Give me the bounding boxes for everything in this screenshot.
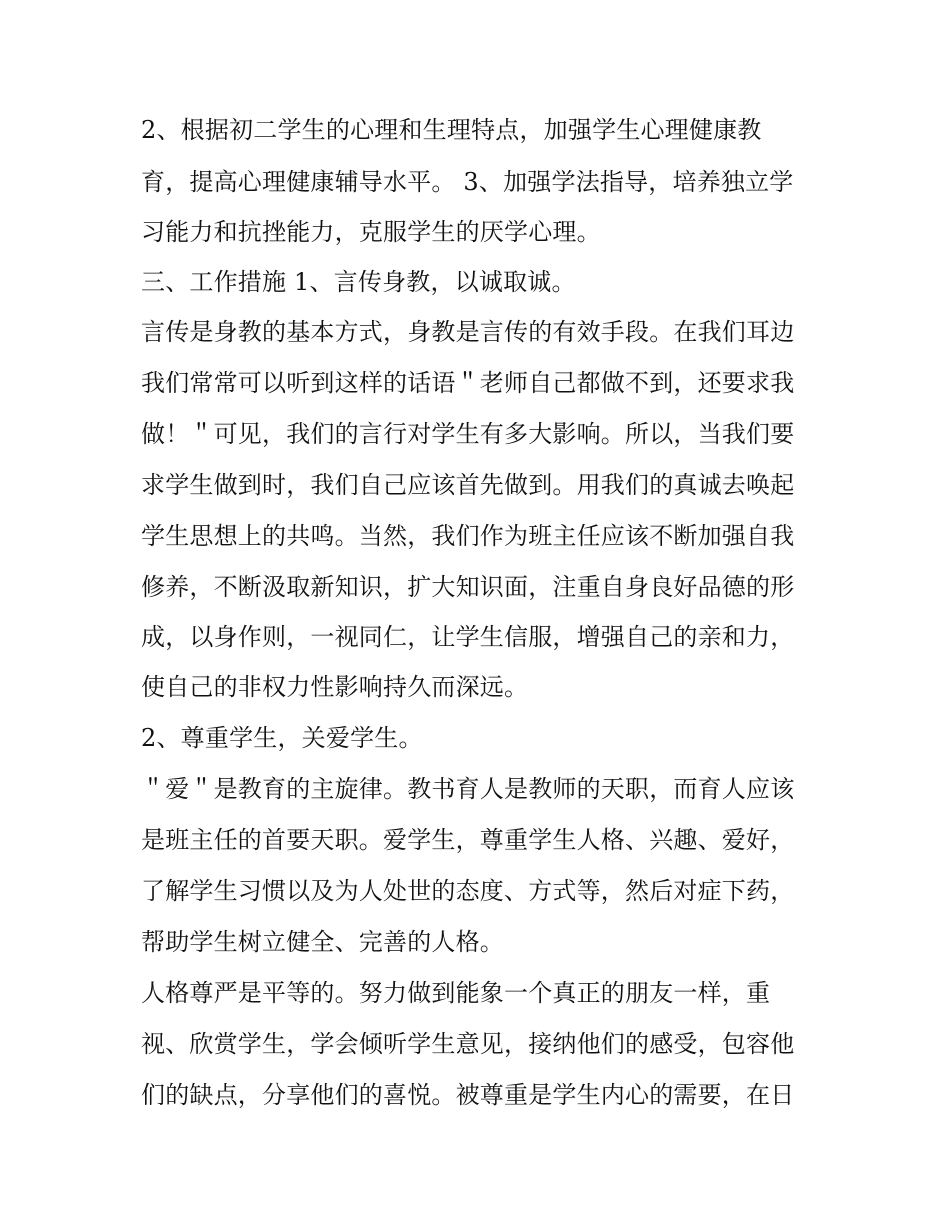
text-line: 成，以身作则，一视同仁，让学生信服，增强自己的亲和力， bbox=[141, 623, 795, 651]
text-line: 求学生做到时，我们自己应该首先做到。用我们的真诚去唤起 bbox=[141, 471, 795, 499]
text-line: 是班主任的首要天职。爱学生，尊重学生人格、兴趣、爱好， bbox=[141, 826, 795, 854]
text-line: 我们常常可以听到这样的话语＂老师自己都做不到，还要求我 bbox=[141, 369, 795, 397]
text-line: 帮助学生树立健全、完善的人格。 bbox=[141, 928, 504, 956]
text-line: 育，提高心理健康辅导水平。 3、加强学法指导，培养独立学 bbox=[141, 168, 794, 196]
text-line: 学生思想上的共鸣。当然，我们作为班主任应该不断加强自我 bbox=[141, 522, 795, 550]
text-line: ＂爱＂是教育的主旋律。教书育人是教师的天职，而育人应该 bbox=[141, 775, 795, 803]
text-line: 了解学生习惯以及为人处世的态度、方式等，然后对症下药， bbox=[141, 877, 795, 905]
text-line: 2、根据初二学生的心理和生理特点，加强学生心理健康教 bbox=[141, 116, 762, 144]
text-line: 视、欣赏学生，学会倾听学生意见，接纳他们的感受，包容他 bbox=[141, 1030, 795, 1058]
subsection-heading: 2、尊重学生，关爱学生。 bbox=[141, 724, 423, 752]
text-line: 人格尊严是平等的。努力做到能象一个真正的朋友一样，重 bbox=[141, 979, 771, 1007]
text-line: 修养，不断汲取新知识，扩大知识面，注重自身良好品德的形 bbox=[141, 573, 795, 601]
text-line: 们的缺点，分享他们的喜悦。被尊重是学生内心的需要，在日 bbox=[141, 1081, 795, 1109]
text-line: 习能力和抗挫能力，克服学生的厌学心理。 bbox=[141, 218, 601, 246]
text-line: 使自己的非权力性影响持久而深远。 bbox=[141, 673, 529, 701]
text-line: 言传是身教的基本方式，身教是言传的有效手段。在我们耳边 bbox=[141, 318, 795, 346]
text-line: 做！＂可见，我们的言行对学生有多大影响。所以，当我们要 bbox=[141, 420, 795, 448]
section-heading: 三、工作措施 1、言传身教，以诚取诚。 bbox=[141, 268, 576, 296]
